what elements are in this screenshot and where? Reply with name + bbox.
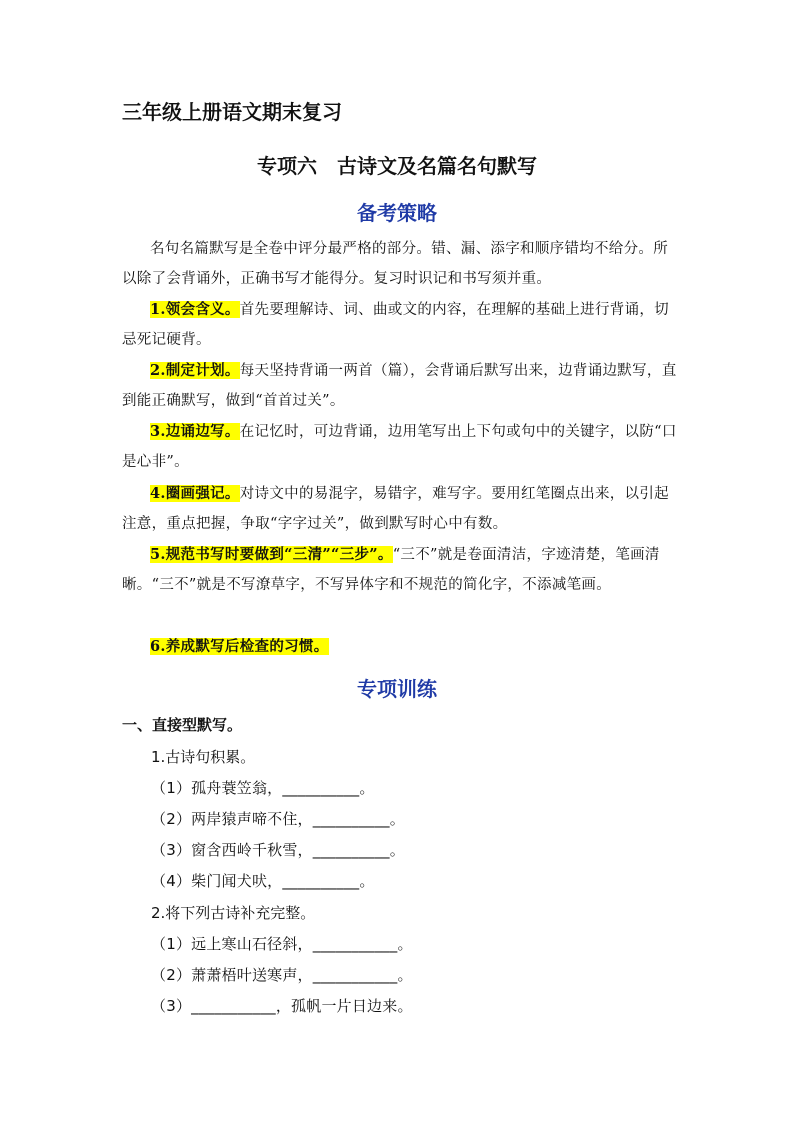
strategy-tip-5 xyxy=(122,540,678,601)
tip-text: 对诗文中的易混字，易错字，难写字。要用红笔圈点出来，以引起注意，重点把握，争取“字字过关”，做到默写时心中有数。 xyxy=(122,486,669,533)
strategy-tip-4 xyxy=(122,479,678,540)
strategy-tip-1 xyxy=(122,295,678,356)
question-1-item: （4）柴门闻犬吠，__________。 xyxy=(151,872,375,890)
question-2-title: 2.将下列古诗补充完整。 xyxy=(151,904,316,922)
part1-heading: 一、直接型默写。 xyxy=(122,716,243,734)
question-1-item: （2）两岸猿声啼不住，__________。 xyxy=(151,810,405,828)
section-title-strategy: 备考策略 xyxy=(357,201,437,225)
question-1-title: 1.古诗句积累。 xyxy=(151,748,256,766)
tip-text: 在记忆时，可边背诵，边用笔写出上下句或句中的关键字，以防“口是心非”。 xyxy=(122,424,677,471)
question-1-item: （3）窗含西岭千秋雪，__________。 xyxy=(151,841,405,859)
question-2-item: （3）___________，孤帆一片日边来。 xyxy=(151,997,413,1015)
main-title: 专项六 古诗文及名篇名句默写 xyxy=(257,154,537,178)
strategy-tip-3 xyxy=(122,417,678,478)
strategy-intro xyxy=(122,234,678,295)
question-1-item: （1）孤舟蓑笠翁，__________。 xyxy=(151,779,375,797)
strategy-intro-text: 名句名篇默写是全卷中评分最严格的部分。错、漏、添字和顺序错均不给分。所以除了会背诵外，正确书写才能得分。复习时识记和书写须并重。 xyxy=(122,241,668,288)
question-2-item: （2）萧萧梧叶送寒声，___________。 xyxy=(151,966,413,984)
tip-label: 1.领会含义。 xyxy=(150,301,240,318)
tip-text: “三不”就是卷面清洁，字迹清楚，笔画清晰。“三不”就是不写潦草字，不写异体字和不规范的简化字，不添减笔画。 xyxy=(122,547,660,594)
section-title-training: 专项训练 xyxy=(357,677,437,701)
tip-label: 3.边诵边写。 xyxy=(150,423,240,440)
strategy-tip-6 xyxy=(122,632,678,662)
tip-label: 5.规范书写时要做到“三清”“三步”。 xyxy=(150,546,393,563)
tip-text: 每天坚持背诵一两首（篇），会背诵后默写出来，边背诵边默写，直到能正确默写，做到“首首过关”。 xyxy=(122,363,677,410)
tip-label: 2.制定计划。 xyxy=(150,362,240,379)
grade-title: 三年级上册语文期末复习 xyxy=(122,100,342,124)
strategy-tip-2 xyxy=(122,356,678,417)
tip-label: 4.圈画强记。 xyxy=(150,485,240,502)
question-2-item: （1）远上寒山石径斜，___________。 xyxy=(151,935,413,953)
tip-label: 6.养成默写后检查的习惯。 xyxy=(150,638,329,655)
tip-text: 首先要理解诗、词、曲或文的内容，在理解的基础上进行背诵，切忌死记硬背。 xyxy=(122,302,669,349)
